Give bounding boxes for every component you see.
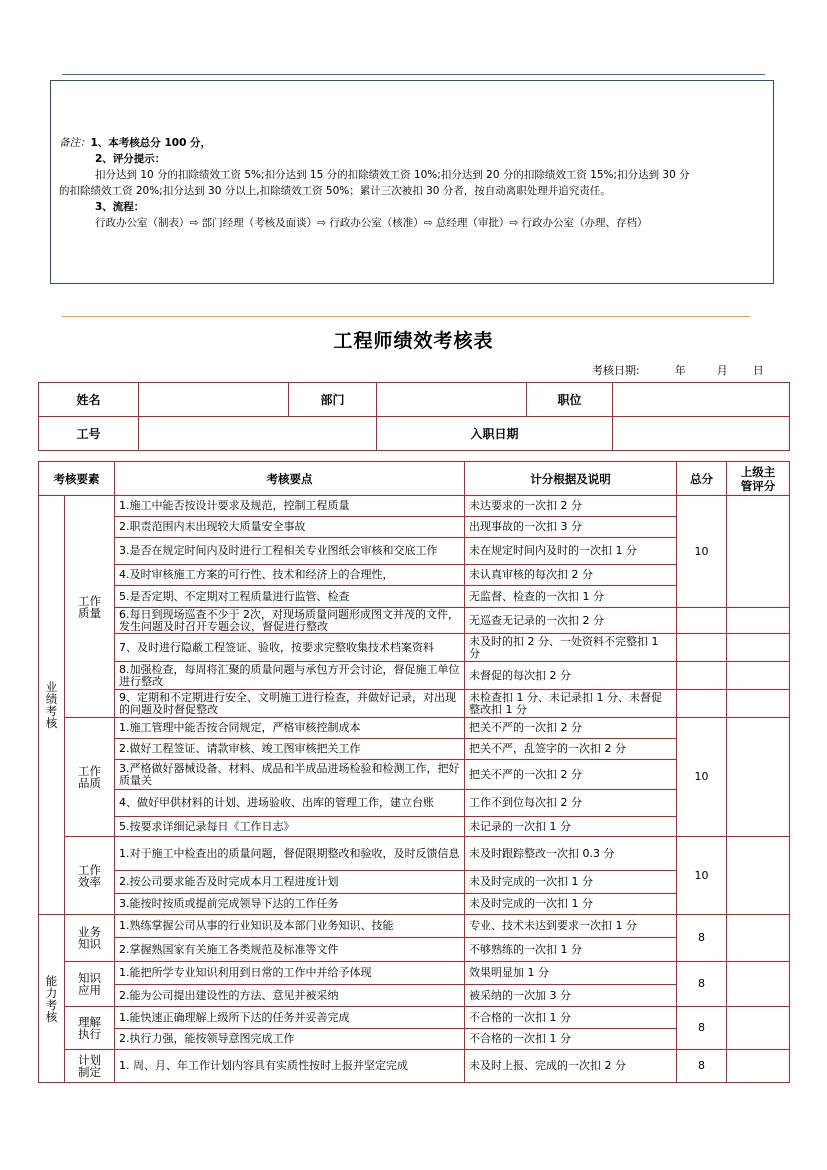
supervisor-score-cell[interactable] bbox=[727, 718, 790, 837]
supervisor-score-cell[interactable] bbox=[727, 1007, 790, 1050]
supervisor-score-cell[interactable] bbox=[727, 496, 790, 608]
score-cell: 8 bbox=[677, 962, 727, 1007]
join-date-field[interactable] bbox=[613, 417, 790, 451]
table-row bbox=[39, 1050, 790, 1083]
point-cell: 1. 周、月、年工作计划内容具有实质性按时上报并坚定完成 bbox=[115, 1050, 465, 1083]
join-date-label: 入职日期 bbox=[377, 417, 613, 451]
basis-cell: 把关不严，乱签字的一次扣 2 分 bbox=[465, 739, 677, 760]
group-name: 业务知识 bbox=[65, 915, 115, 962]
supervisor-score-cell[interactable] bbox=[727, 662, 790, 690]
table-row bbox=[39, 608, 790, 634]
position-label: 职位 bbox=[527, 383, 613, 417]
basis-cell: 无巡查无记录的一次扣 2 分 bbox=[465, 608, 677, 634]
note-line-3: 扣分达到 10 分的扣除绩效工资 5%;扣分达到 15 分的扣除绩效工资 10%;扣分达到 20 分的扣除绩效工资 15%;扣分达到 30 分 bbox=[95, 169, 690, 181]
assessment-table bbox=[38, 461, 790, 1083]
basis-cell: 未在规定时间内及时的一次扣 1 分 bbox=[465, 538, 677, 565]
supervisor-score-cell[interactable] bbox=[727, 608, 790, 634]
table-row bbox=[39, 634, 790, 662]
score-cell bbox=[677, 662, 727, 690]
point-cell: 1.能把所学专业知识利用到日常的工作中并给予体现 bbox=[115, 962, 465, 985]
basis-cell: 未认真审核的每次扣 2 分 bbox=[465, 565, 677, 586]
title-divider bbox=[62, 316, 750, 317]
point-cell: 7、及时进行隐蔽工程签证、验收，按要求完整收集技术档案资料 bbox=[115, 634, 465, 662]
id-label: 工号 bbox=[39, 417, 139, 451]
date-label: 考核日期: bbox=[592, 364, 640, 377]
basis-cell: 未记录的一次扣 1 分 bbox=[465, 817, 677, 837]
point-cell: 8.加强检查，每周将汇聚的质量问题与承包方开会讨论，督促施工单位进行整改 bbox=[115, 662, 465, 690]
review-date bbox=[592, 362, 764, 378]
note-line-4: 的扣除绩效工资 20%;扣分达到 30 分以上,扣除绩效工资 50%；累计三次被扣 30 分者，按自动离职处理并追究责任。 bbox=[59, 185, 611, 197]
point-cell: 5.按要求详细记录每日《工作日志》 bbox=[115, 817, 465, 837]
supervisor-score-cell[interactable] bbox=[727, 915, 790, 962]
id-field[interactable] bbox=[139, 417, 377, 451]
dept-field[interactable] bbox=[377, 383, 527, 417]
header-row bbox=[39, 462, 790, 496]
basis-cell: 工作不到位每次扣 2 分 bbox=[465, 790, 677, 817]
score-cell: 10 bbox=[677, 718, 727, 837]
note-line-2: 2、评分提示： bbox=[95, 153, 166, 165]
notes-box bbox=[50, 80, 774, 284]
point-cell: 2.执行力强，能按领导意图完成工作 bbox=[115, 1029, 465, 1050]
basis-cell: 专业、技术未达到要求一次扣 1 分 bbox=[465, 915, 677, 938]
point-cell: 2.按公司要求能否及时完成本月工程进度计划 bbox=[115, 871, 465, 894]
point-cell: 3.是否在规定时间内及时进行工程相关专业图纸会审核和交底工作 bbox=[115, 538, 465, 565]
table-row bbox=[39, 718, 790, 739]
point-cell: 2.做好工程签证、请款审核、竣工图审核把关工作 bbox=[115, 739, 465, 760]
group-name: 理解执行 bbox=[65, 1007, 115, 1050]
basis-cell: 不合格的一次扣 1 分 bbox=[465, 1007, 677, 1029]
score-cell bbox=[677, 690, 727, 718]
basis-cell: 把关不严的一次扣 2 分 bbox=[465, 718, 677, 739]
score-cell bbox=[677, 634, 727, 662]
section-ability: 能力考核 bbox=[39, 915, 65, 1083]
basis-cell: 不够熟练的一次扣 1 分 bbox=[465, 938, 677, 962]
basis-cell: 未及时的扣 2 分、一处资料不完整扣 1 分 bbox=[465, 634, 677, 662]
supervisor-score-cell[interactable] bbox=[727, 962, 790, 1007]
point-cell: 2.掌握熟国家有关施工各类规范及标准等文件 bbox=[115, 938, 465, 962]
basis-cell: 未及时完成的一次扣 1 分 bbox=[465, 871, 677, 894]
header-score: 总分 bbox=[677, 462, 727, 496]
supervisor-score-cell[interactable] bbox=[727, 1050, 790, 1083]
point-cell: 1.熟练掌握公司从事的行业知识及本部门业务知识、技能 bbox=[115, 915, 465, 938]
score-cell: 10 bbox=[677, 496, 727, 608]
name-label: 姓名 bbox=[39, 383, 139, 417]
header-element: 考核要素 bbox=[39, 462, 115, 496]
position-field[interactable] bbox=[613, 383, 790, 417]
table-row bbox=[39, 496, 790, 517]
point-cell: 3.严格做好器械设备、材料、成品和半成品进场检验和检测工作，把好质量关 bbox=[115, 760, 465, 790]
section-perf: 业绩考核 bbox=[39, 496, 65, 915]
header-supervisor-score: 上级主 管评分 bbox=[727, 462, 790, 496]
supervisor-score-cell[interactable] bbox=[727, 634, 790, 662]
score-cell: 8 bbox=[677, 915, 727, 962]
note-line-1: 备注：1、本考核总分 100 分， bbox=[59, 137, 212, 149]
point-cell: 4.及时审核施工方案的可行性、技术和经济上的合理性， bbox=[115, 565, 465, 586]
page-title: 工程师绩效考核表 bbox=[333, 330, 494, 352]
group-name: 工作质量 bbox=[65, 496, 115, 718]
score-cell bbox=[677, 608, 727, 634]
header-basis: 计分根据及说明 bbox=[465, 462, 677, 496]
info-table bbox=[38, 382, 790, 451]
table-row bbox=[39, 837, 790, 871]
basis-cell: 未达要求的一次扣 2 分 bbox=[465, 496, 677, 517]
group-name: 计划制定 bbox=[65, 1050, 115, 1083]
assessment-body bbox=[39, 462, 790, 1083]
basis-cell: 未及时跟踪整改一次扣 0.3 分 bbox=[465, 837, 677, 871]
note-line-6: 行政办公室（制表）⇨ 部门经理（考核及面谈）⇨ 行政办公室（核准）⇨ 总经理（审批）⇨ 行政办公室（办理、存档） bbox=[95, 217, 648, 229]
group-name: 工作品质 bbox=[65, 718, 115, 837]
group-name: 知识应用 bbox=[65, 962, 115, 1007]
note-line-5: 3、流程： bbox=[95, 201, 145, 213]
basis-cell: 未及时上报、完成的一次扣 2 分 bbox=[465, 1050, 677, 1083]
dept-label: 部门 bbox=[289, 383, 377, 417]
point-cell: 9、定期和不定期进行安全、文明施工进行检查，并做好记录，对出现的问题及时督促整改 bbox=[115, 690, 465, 718]
point-cell: 4、做好甲供材料的计划、进场验收、出库的管理工作，建立台账 bbox=[115, 790, 465, 817]
table-row bbox=[39, 1007, 790, 1029]
header-points: 考核要点 bbox=[115, 462, 465, 496]
point-cell: 3.能按时按质或提前完成领导下达的工作任务 bbox=[115, 894, 465, 915]
date-year: 年 bbox=[674, 364, 686, 377]
date-month: 月 bbox=[716, 364, 728, 377]
basis-cell: 不合格的一次扣 1 分 bbox=[465, 1029, 677, 1050]
table-row bbox=[39, 662, 790, 690]
table-row bbox=[39, 962, 790, 985]
point-cell: 1.能快速正确理解上级所下达的任务并妥善完成 bbox=[115, 1007, 465, 1029]
point-cell: 5.是否定期、不定期对工程质量进行监管、检查 bbox=[115, 586, 465, 608]
point-cell: 1.施工中能否按设计要求及规范，控制工程质量 bbox=[115, 496, 465, 517]
date-day: 日 bbox=[752, 364, 764, 377]
point-cell: 1.施工管理中能否按合同规定，严格审核控制成本 bbox=[115, 718, 465, 739]
basis-cell: 无监督、检查的一次扣 1 分 bbox=[465, 586, 677, 608]
basis-cell: 未检查扣 1 分、未记录扣 1 分、未督促整改扣 1 分 bbox=[465, 690, 677, 718]
basis-cell: 未及时完成的一次扣 1 分 bbox=[465, 894, 677, 915]
supervisor-score-cell[interactable] bbox=[727, 837, 790, 915]
top-divider bbox=[62, 74, 765, 75]
basis-cell: 把关不严的一次扣 2 分 bbox=[465, 760, 677, 790]
name-field[interactable] bbox=[139, 383, 289, 417]
group-name: 工作效率 bbox=[65, 837, 115, 915]
point-cell: 1.对于施工中检查出的质量问题，督促限期整改和验收，及时反馈信息 bbox=[115, 837, 465, 871]
basis-cell: 未督促的每次扣 2 分 bbox=[465, 662, 677, 690]
basis-cell: 出现事故的一次扣 3 分 bbox=[465, 517, 677, 538]
score-cell: 10 bbox=[677, 837, 727, 915]
point-cell: 2.职责范围内未出现较大质量安全事故 bbox=[115, 517, 465, 538]
note-prefix: 备注： bbox=[59, 137, 91, 149]
point-cell: 2.能为公司提出建设性的方法、意见并被采纳 bbox=[115, 985, 465, 1007]
score-cell: 8 bbox=[677, 1050, 727, 1083]
point-cell: 6.每日到现场巡查不少于 2次，对现场质量问题形成图文并茂的文件，发生问题及时召开专题会议，督促进行整改 bbox=[115, 608, 465, 634]
score-cell: 8 bbox=[677, 1007, 727, 1050]
supervisor-score-cell[interactable] bbox=[727, 690, 790, 718]
table-row bbox=[39, 915, 790, 938]
table-row bbox=[39, 690, 790, 718]
basis-cell: 效果明显加 1 分 bbox=[465, 962, 677, 985]
basis-cell: 被采纳的一次加 3 分 bbox=[465, 985, 677, 1007]
